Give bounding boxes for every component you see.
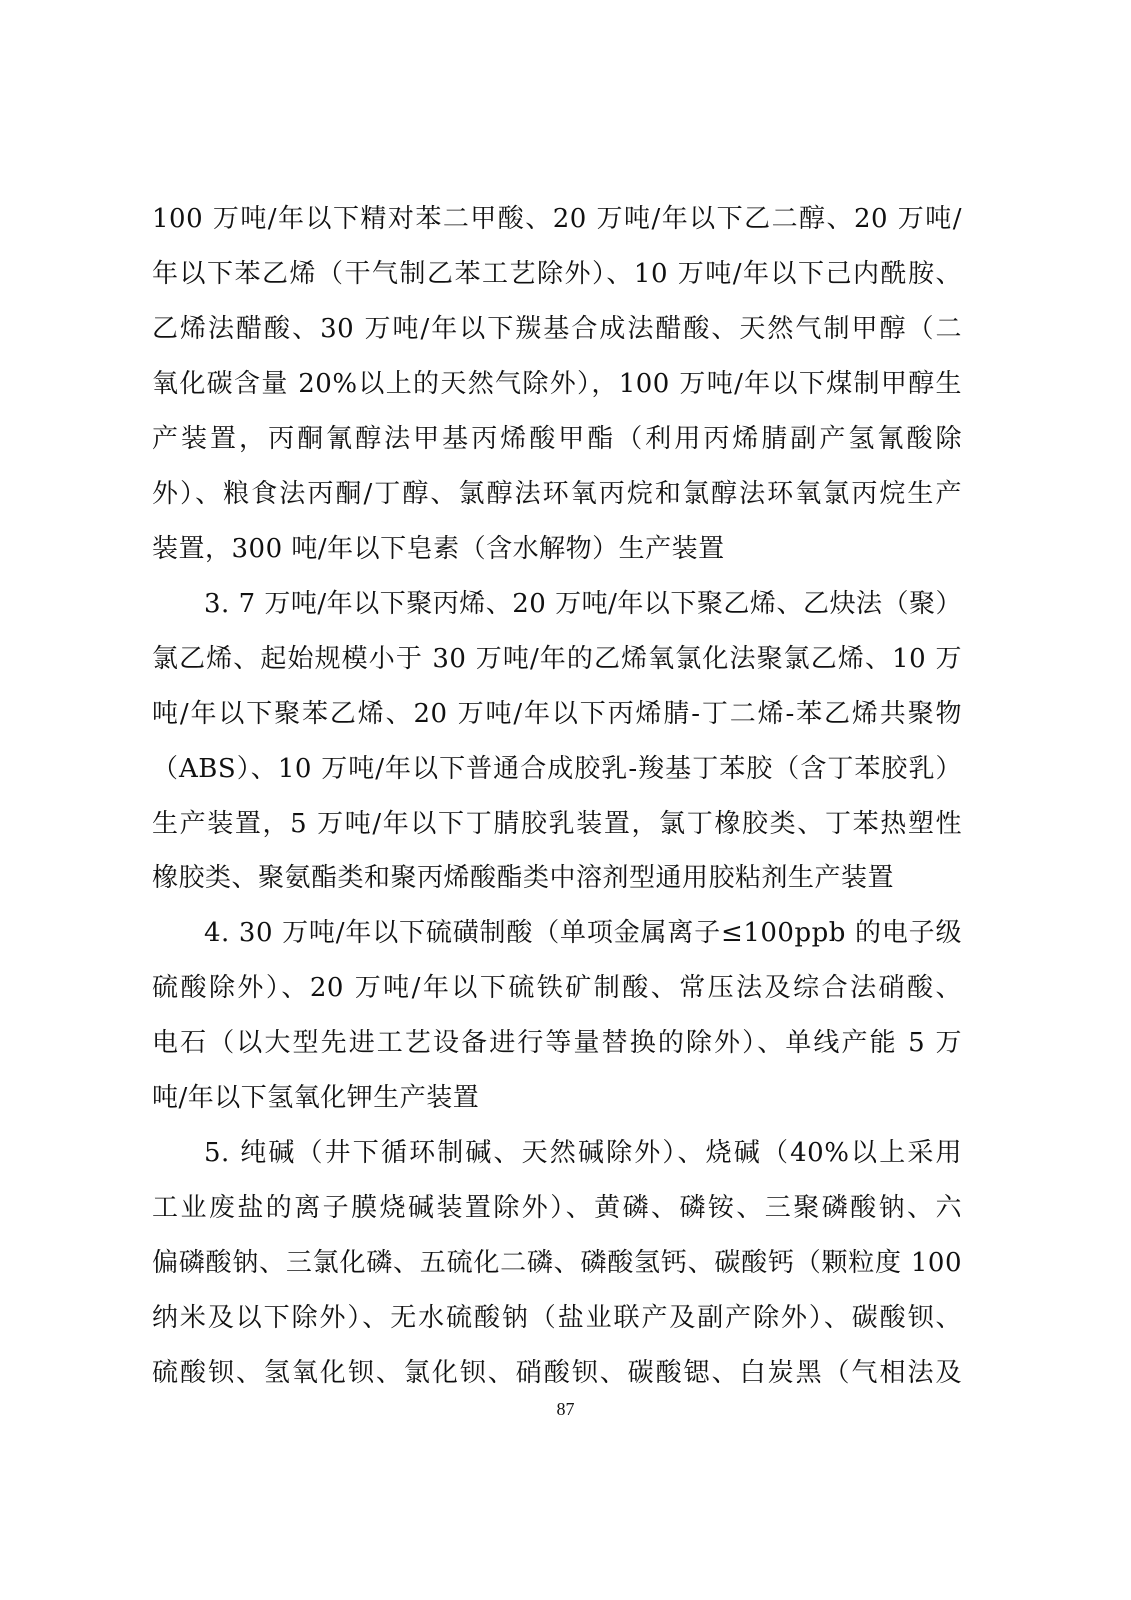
text-line: 年以下苯乙烯（干气制乙苯工艺除外）、10 万吨/年以下己内酰胺、 <box>152 259 962 289</box>
page-number: 87 <box>556 1399 575 1419</box>
text-line: 吨/年以下聚苯乙烯、20 万吨/年以下丙烯腈-丁二烯-苯乙烯共聚物 <box>152 699 962 729</box>
text-line: 氯乙烯、起始规模小于 30 万吨/年的乙烯氧氯化法聚氯乙烯、10 万 <box>152 644 962 674</box>
text-line: 装置，300 吨/年以下皂素（含水解物）生产装置 <box>152 534 725 564</box>
text-line: 硫酸钡、氢氧化钡、氯化钡、硝酸钡、碳酸锶、白炭黑（气相法及 <box>152 1358 962 1388</box>
text-line: 电石（以大型先进工艺设备进行等量替换的除外）、单线产能 5 万 <box>152 1028 962 1058</box>
text-line: 硫酸除外）、20 万吨/年以下硫铁矿制酸、常压法及综合法硝酸、 <box>152 973 962 1003</box>
text-line: 吨/年以下氢氧化钾生产装置 <box>152 1083 480 1113</box>
text-line: 生产装置，5 万吨/年以下丁腈胶乳装置，氯丁橡胶类、丁苯热塑性 <box>152 809 962 839</box>
paragraph-5-first-line: 5. 纯碱（井下循环制碱、天然碱除外）、烧碱（40%以上采用 <box>204 1138 962 1168</box>
text-line: 氧化碳含量 20%以上的天然气除外），100 万吨/年以下煤制甲醇生 <box>152 369 962 399</box>
text-line: 100 万吨/年以下精对苯二甲酸、20 万吨/年以下乙二醇、20 万吨/ <box>152 204 962 234</box>
text-line: （ABS）、10 万吨/年以下普通合成胶乳-羧基丁苯胶（含丁苯胶乳） <box>152 754 962 784</box>
text-line: 橡胶类、聚氨酯类和聚丙烯酸酯类中溶剂型通用胶粘剂生产装置 <box>152 863 895 893</box>
text-line: 产装置，丙酮氰醇法甲基丙烯酸甲酯（利用丙烯腈副产氢氰酸除 <box>152 424 962 454</box>
text-line: 偏磷酸钠、三氯化磷、五硫化二磷、磷酸氢钙、碳酸钙（颗粒度 100 <box>152 1248 962 1278</box>
paragraph-3-first-line: 3. 7 万吨/年以下聚丙烯、20 万吨/年以下聚乙烯、乙炔法（聚） <box>204 589 962 619</box>
paragraph-4-first-line: 4. 30 万吨/年以下硫磺制酸（单项金属离子≤100ppb 的电子级 <box>204 918 962 948</box>
text-line: 工业废盐的离子膜烧碱装置除外）、黄磷、磷铵、三聚磷酸钠、六 <box>152 1193 962 1223</box>
text-line: 外）、粮食法丙酮/丁醇、氯醇法环氧丙烷和氯醇法环氧氯丙烷生产 <box>152 479 962 509</box>
text-line: 纳米及以下除外）、无水硫酸钠（盐业联产及副产除外）、碳酸钡、 <box>152 1303 962 1333</box>
text-line: 乙烯法醋酸、30 万吨/年以下羰基合成法醋酸、天然气制甲醇（二 <box>152 314 962 344</box>
